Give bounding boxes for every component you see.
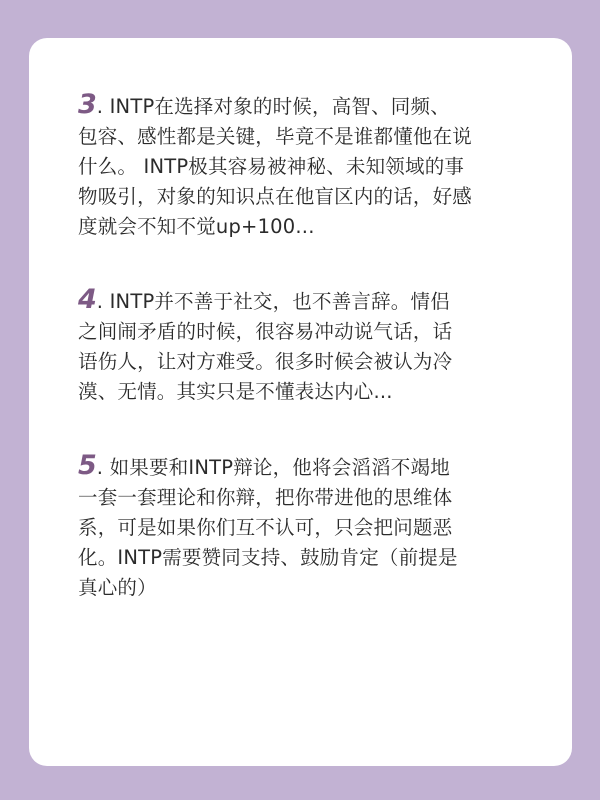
paragraph-line: 一套一套理论和你辩，把你带进他的思维体	[78, 486, 453, 509]
paragraph-line	[78, 285, 538, 317]
paragraph-line: 系，可是如果你们互不认可，只会把问题恶	[78, 516, 453, 539]
paragraph-line	[78, 90, 538, 122]
paragraph-line: 化。INTP需要赞同支持、鼓励肯定（前提是	[78, 546, 458, 569]
point-4-paragraph	[78, 285, 538, 407]
paragraph-line: 漠、无情。其实只是不懂表达内心...	[78, 380, 393, 403]
point-3-paragraph	[78, 90, 538, 242]
point-5-paragraph	[78, 451, 538, 603]
point-number: 3	[78, 89, 97, 120]
line-text: . 如果要和INTP辩论，他将会滔滔不竭地	[96, 456, 450, 479]
paragraph-line: 度就会不知不觉up+100...	[78, 215, 315, 238]
paragraph-line: 包容、感性都是关键，毕竟不是谁都懂他在说	[78, 125, 473, 148]
paragraph-line: 之间闹矛盾的时候，很容易冲动说气话，话	[78, 320, 453, 343]
point-number: 4	[78, 284, 97, 315]
point-number: 5	[78, 450, 97, 481]
line-text: . INTP并不善于社交，也不善言辞。情侣	[96, 290, 450, 313]
paragraph-line: 语伤人，让对方难受。很多时候会被认为冷	[78, 350, 453, 373]
paragraph-line: 物吸引，对象的知识点在他盲区内的话，好感	[78, 185, 473, 208]
content-card	[29, 38, 572, 766]
line-text: . INTP在选择对象的时候，高智、同频、	[96, 95, 450, 118]
paragraph-line: 真心的）	[78, 576, 157, 599]
paragraph-line	[78, 451, 538, 483]
paragraph-line: 什么。 INTP极其容易被神秘、未知领域的事	[78, 155, 465, 178]
